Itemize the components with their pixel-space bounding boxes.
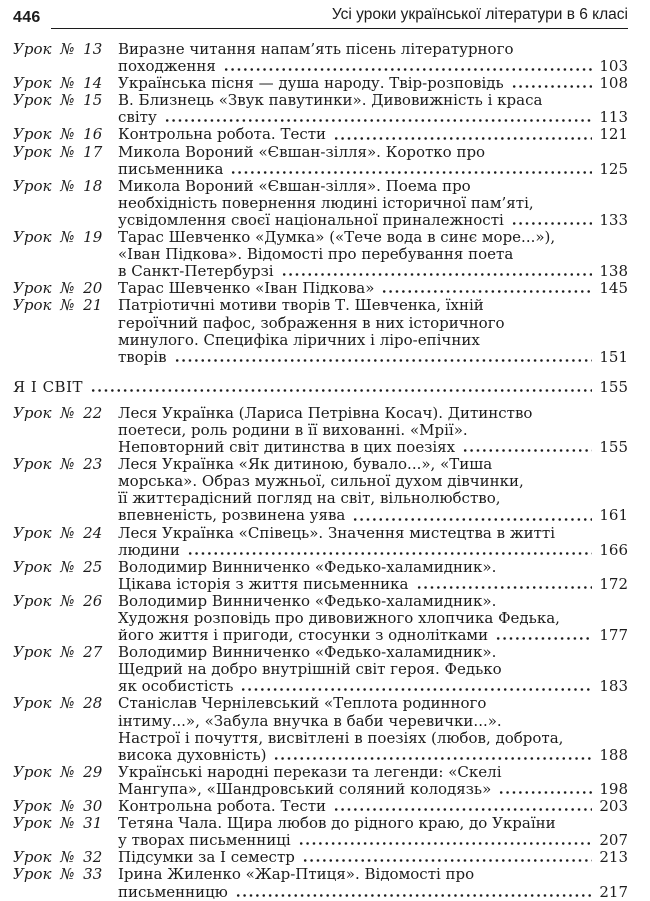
toc-entry-label: Урок № 17 <box>13 142 103 161</box>
toc-entry <box>13 815 628 849</box>
dot-leader <box>223 67 592 72</box>
toc-entry-label: Урок № 16 <box>13 125 103 144</box>
toc-entry-label: Урок № 29 <box>13 762 103 781</box>
toc-entry-text-line: інтиму...», «Забула внучка в баби черевички...». <box>118 711 502 730</box>
toc-section-heading <box>13 379 628 396</box>
dot-leader <box>230 170 592 175</box>
toc-entry-page-number: 151 <box>599 347 628 366</box>
toc-entry-text-line: людини <box>118 540 180 559</box>
toc-entry-label: Урок № 22 <box>13 403 103 422</box>
toc-entry <box>13 41 628 75</box>
toc-entry-text-line: Українська пісня — душа народу. Твір-розповідь <box>118 74 504 93</box>
dot-leader <box>511 84 593 89</box>
toc-entry-text-line: Володимир Винниченко «Федько-халамидник». <box>118 591 497 610</box>
toc-entry-label: Урок № 20 <box>13 279 103 298</box>
toc-entry-label: Урок № 31 <box>13 814 103 833</box>
toc-entry-page-number: 138 <box>599 262 628 281</box>
toc-entry-page-number: 172 <box>599 574 628 593</box>
toc-entry-last-line <box>118 832 628 849</box>
toc-entry-page-number: 155 <box>599 438 628 457</box>
toc-entry-label: Урок № 18 <box>13 176 103 195</box>
toc-entry-text-line: В. Близнець «Звук павутинки». Дивовижність і краса <box>118 91 543 110</box>
dot-leader <box>174 358 593 363</box>
toc-entry-text-line: поетеси, роль родини в її вихованні. «Мрії». <box>118 420 468 439</box>
toc-entry <box>13 764 628 798</box>
toc-entry <box>13 280 628 297</box>
toc-entry-last-line <box>118 439 628 456</box>
toc-entry-last-line <box>118 627 628 644</box>
toc-entry-text <box>118 559 628 593</box>
toc-entry-text-line: Українські народні перекази та легенди: «Скелі <box>118 762 502 781</box>
dot-leader <box>333 136 592 141</box>
dot-leader <box>281 272 593 277</box>
toc-entry-text <box>118 75 628 92</box>
toc-entry-text <box>118 144 628 178</box>
toc-entry <box>13 456 628 524</box>
dot-leader <box>302 858 593 863</box>
toc-entry-page-number: 166 <box>599 540 628 559</box>
dot-leader <box>381 289 592 294</box>
toc-entry-text <box>118 764 628 798</box>
toc-entry-page-number: 198 <box>599 779 628 798</box>
toc-entry-text-line: Станіслав Чернілевський «Теплота родинного <box>118 694 487 713</box>
dot-leader <box>90 388 592 393</box>
dot-leader <box>416 585 593 590</box>
toc-entry-last-line <box>118 678 628 695</box>
toc-entry <box>13 644 628 695</box>
dot-leader <box>352 517 592 522</box>
toc-entry-text <box>118 297 628 365</box>
toc-entry-text-line: в Санкт-Петербурзі <box>118 262 274 281</box>
toc-entry-label: Урок № 28 <box>13 694 103 713</box>
dot-leader <box>240 687 592 692</box>
toc-entry-page-number: 183 <box>599 677 628 696</box>
toc-entry-label: Урок № 30 <box>13 797 103 816</box>
toc-entry-text-line: Художня розповідь про дивовижного хлопчика Федька, <box>118 609 560 627</box>
toc-entry-last-line <box>118 58 628 75</box>
toc-entry-last-line <box>118 576 628 593</box>
toc-entry-text-line: його життя і пригоди, стосунки з однолітками <box>118 626 489 645</box>
toc-entry-text-line: Мангупа», «Шандровський соляний колодязь» <box>118 779 492 798</box>
page-folio: 446 <box>13 9 41 26</box>
toc-entry-page-number: 108 <box>599 74 628 93</box>
toc-entry-label: Урок № 26 <box>13 591 103 610</box>
toc-entry-last-line <box>118 884 628 901</box>
running-header <box>13 6 628 29</box>
toc-entry <box>13 593 628 644</box>
dot-leader <box>273 756 592 761</box>
toc-entry <box>13 297 628 365</box>
toc-entry-last-line <box>118 161 628 178</box>
toc-entry-label: Урок № 13 <box>13 40 103 58</box>
toc-entry-text <box>118 644 628 695</box>
toc-entry-text-line: Тарас Шевченко «Думка» («Тече вода в синє море...»), <box>118 228 556 247</box>
toc-entry <box>13 849 628 866</box>
toc-entry-text-line: Леся Українка «Як дитиною, бувало...», «Тиша <box>118 455 493 474</box>
toc-entry-page-number: 203 <box>599 797 628 816</box>
toc-entry-last-line <box>118 781 628 798</box>
toc-entry-last-line <box>118 507 628 524</box>
toc-entry-label: Урок № 32 <box>13 848 103 867</box>
toc-entry-text <box>118 41 628 75</box>
toc-entry-text-line: героїчний пафос, зображення в них історичного <box>118 313 505 332</box>
toc-entry-text <box>118 815 628 849</box>
toc-entry-text <box>118 178 628 229</box>
toc-entry-page-number: 207 <box>599 831 628 850</box>
toc-entry <box>13 798 628 815</box>
toc-entry-label: Урок № 27 <box>13 643 103 662</box>
toc-entry-text-line: Патріотичні мотиви творів Т. Шевченка, їхній <box>118 296 484 315</box>
toc-entry-text <box>118 695 628 763</box>
toc-entry <box>13 75 628 92</box>
toc-entry-last-line <box>118 263 628 280</box>
toc-entry-text <box>118 593 628 644</box>
toc-entry-text-line: Ірина Жиленко «Жар-Птиця». Відомості про <box>118 865 475 884</box>
toc-entry-text-line: Неповторний світ дитинства в цих поезіях <box>118 438 456 457</box>
toc-entry-text <box>118 798 628 815</box>
toc-entry-last-line <box>118 75 628 92</box>
toc-entry-label: Урок № 23 <box>13 455 103 474</box>
toc-entry-text-line: її життєрадісний погляд на світ, вільнолюбство, <box>118 489 501 508</box>
toc-entry-text <box>118 280 628 297</box>
toc-entry-text-line: Контрольна робота. Тести <box>118 797 327 816</box>
toc-entry-page-number: 217 <box>599 882 628 901</box>
toc-entry-last-line <box>118 349 628 366</box>
toc-entry-text <box>118 229 628 280</box>
toc-entry-text-line: світу <box>118 108 157 127</box>
toc-entry-last-line <box>118 126 628 143</box>
dot-leader <box>495 636 592 641</box>
toc-entry-text-line: Контрольна робота. Тести <box>118 125 327 144</box>
dot-leader <box>333 807 592 812</box>
toc-entry <box>13 866 628 900</box>
dot-leader <box>511 221 593 226</box>
toc-entry-text-line: походження <box>118 57 216 76</box>
toc-entry <box>13 126 628 143</box>
dot-leader <box>235 893 593 898</box>
table-of-contents <box>13 41 628 901</box>
toc-entry <box>13 405 628 456</box>
toc-entry-last-line <box>118 542 628 559</box>
toc-entry-text-line: Тарас Шевченко «Іван Підкова» <box>118 279 375 298</box>
toc-entry <box>13 229 628 280</box>
toc-entry-text-line: письменницю <box>118 882 228 901</box>
toc-entry-text-line: Настрої і почуття, висвітлені в поезіях (любов, доброта, <box>118 728 564 747</box>
toc-entry-text-line: впевненість, розвинена уява <box>118 506 346 525</box>
running-header-title: Усі уроки української літератури в 6 класі <box>331 6 628 23</box>
toc-entry-page-number: 177 <box>599 626 628 645</box>
toc-entry-text-line: Підсумки за І семестр <box>118 848 295 867</box>
dot-leader <box>462 448 592 453</box>
toc-entry-text-line: Цікава історія з життя письменника <box>118 574 409 593</box>
toc-entry-text-line: письменника <box>118 159 224 178</box>
toc-entry <box>13 178 628 229</box>
toc-entry-text-line: Леся Українка «Співець». Значення мистецтва в житті <box>118 523 556 542</box>
dot-leader <box>298 841 593 846</box>
toc-entry <box>13 559 628 593</box>
toc-entry-text-line: морська». Образ мужньої, сильної духом дівчинки, <box>118 472 524 491</box>
toc-entry-page-number: 188 <box>599 745 628 764</box>
toc-entry-label: Урок № 14 <box>13 74 103 93</box>
dot-leader <box>498 790 592 795</box>
toc-entry-text-line: у творах письменниці <box>118 831 291 850</box>
toc-entry-text-line: творів <box>118 347 167 366</box>
toc-entry <box>13 144 628 178</box>
toc-section-title: Я І СВІТ <box>13 377 84 396</box>
toc-entry-last-line <box>118 798 628 815</box>
toc-entry-label: Урок № 15 <box>13 91 103 110</box>
toc-entry <box>13 525 628 559</box>
toc-entry-last-line <box>118 747 628 764</box>
toc-entry-text <box>118 405 628 456</box>
toc-entry-last-line <box>118 280 628 297</box>
toc-entry-text-line: Тетяна Чала. Щира любов до рідного краю, до України <box>118 814 556 833</box>
toc-entry-text-line: усвідомлення своєї національної приналежності <box>118 210 504 229</box>
toc-entry-text-line: висока духовність) <box>118 745 267 764</box>
header-rule <box>51 6 628 29</box>
toc-entry-last-line <box>118 212 628 229</box>
toc-entry-page-number: 161 <box>599 506 628 525</box>
toc-entry-page-number: 145 <box>599 279 628 298</box>
toc-entry <box>13 695 628 763</box>
toc-entry-label: Урок № 19 <box>13 228 103 247</box>
toc-entry-text <box>118 849 628 866</box>
toc-entry-text-line: Леся Українка (Лариса Петрівна Косач). Дитинство <box>118 403 533 422</box>
toc-entry-text <box>118 525 628 559</box>
toc-entry <box>13 92 628 126</box>
toc-entry-text-line: необхідність повернення людині історичної пам’яті, <box>118 193 534 212</box>
toc-entry-text <box>118 456 628 524</box>
toc-entry-page-number: 125 <box>599 159 628 178</box>
toc-entry-label: Урок № 24 <box>13 523 103 542</box>
dot-leader <box>187 551 593 556</box>
toc-entry-text-line: Микола Вороний «Євшан-зілля». Коротко про <box>118 142 486 161</box>
toc-entry-text-line: Володимир Винниченко «Федько-халамидник». <box>118 643 497 662</box>
toc-entry-text-line: минулого. Специфіка ліричних і ліро-епічних <box>118 330 480 349</box>
toc-section-page-number: 155 <box>599 377 628 396</box>
toc-entry-text <box>118 92 628 126</box>
toc-entry-page-number: 133 <box>599 210 628 229</box>
toc-entry-page-number: 213 <box>599 848 628 867</box>
toc-entry-page-number: 103 <box>599 57 628 76</box>
toc-entry-text-line: Щедрий на добро внутрішній світ героя. Федько <box>118 660 502 679</box>
toc-entry-text-line: Виразне читання напам’ять пісень літературного <box>118 40 514 58</box>
toc-entry-label: Урок № 33 <box>13 865 103 884</box>
dot-leader <box>164 118 593 123</box>
toc-entry-text <box>118 126 628 143</box>
toc-entry-text-line: «Іван Підкова». Відомості про перебування поета <box>118 245 514 264</box>
toc-entry-last-line <box>118 849 628 866</box>
toc-entry-text-line: Володимир Винниченко «Федько-халамидник». <box>118 557 497 576</box>
toc-entry-text-line: як особистість <box>118 677 234 696</box>
toc-entry-last-line <box>118 109 628 126</box>
toc-entry-label: Урок № 21 <box>13 296 103 315</box>
toc-entry-text <box>118 866 628 900</box>
toc-entry-page-number: 121 <box>599 125 628 144</box>
toc-entry-label: Урок № 25 <box>13 557 103 576</box>
toc-entry-page-number: 113 <box>599 108 628 127</box>
toc-entry-text-line: Микола Вороний «Євшан-зілля». Поема про <box>118 176 471 195</box>
